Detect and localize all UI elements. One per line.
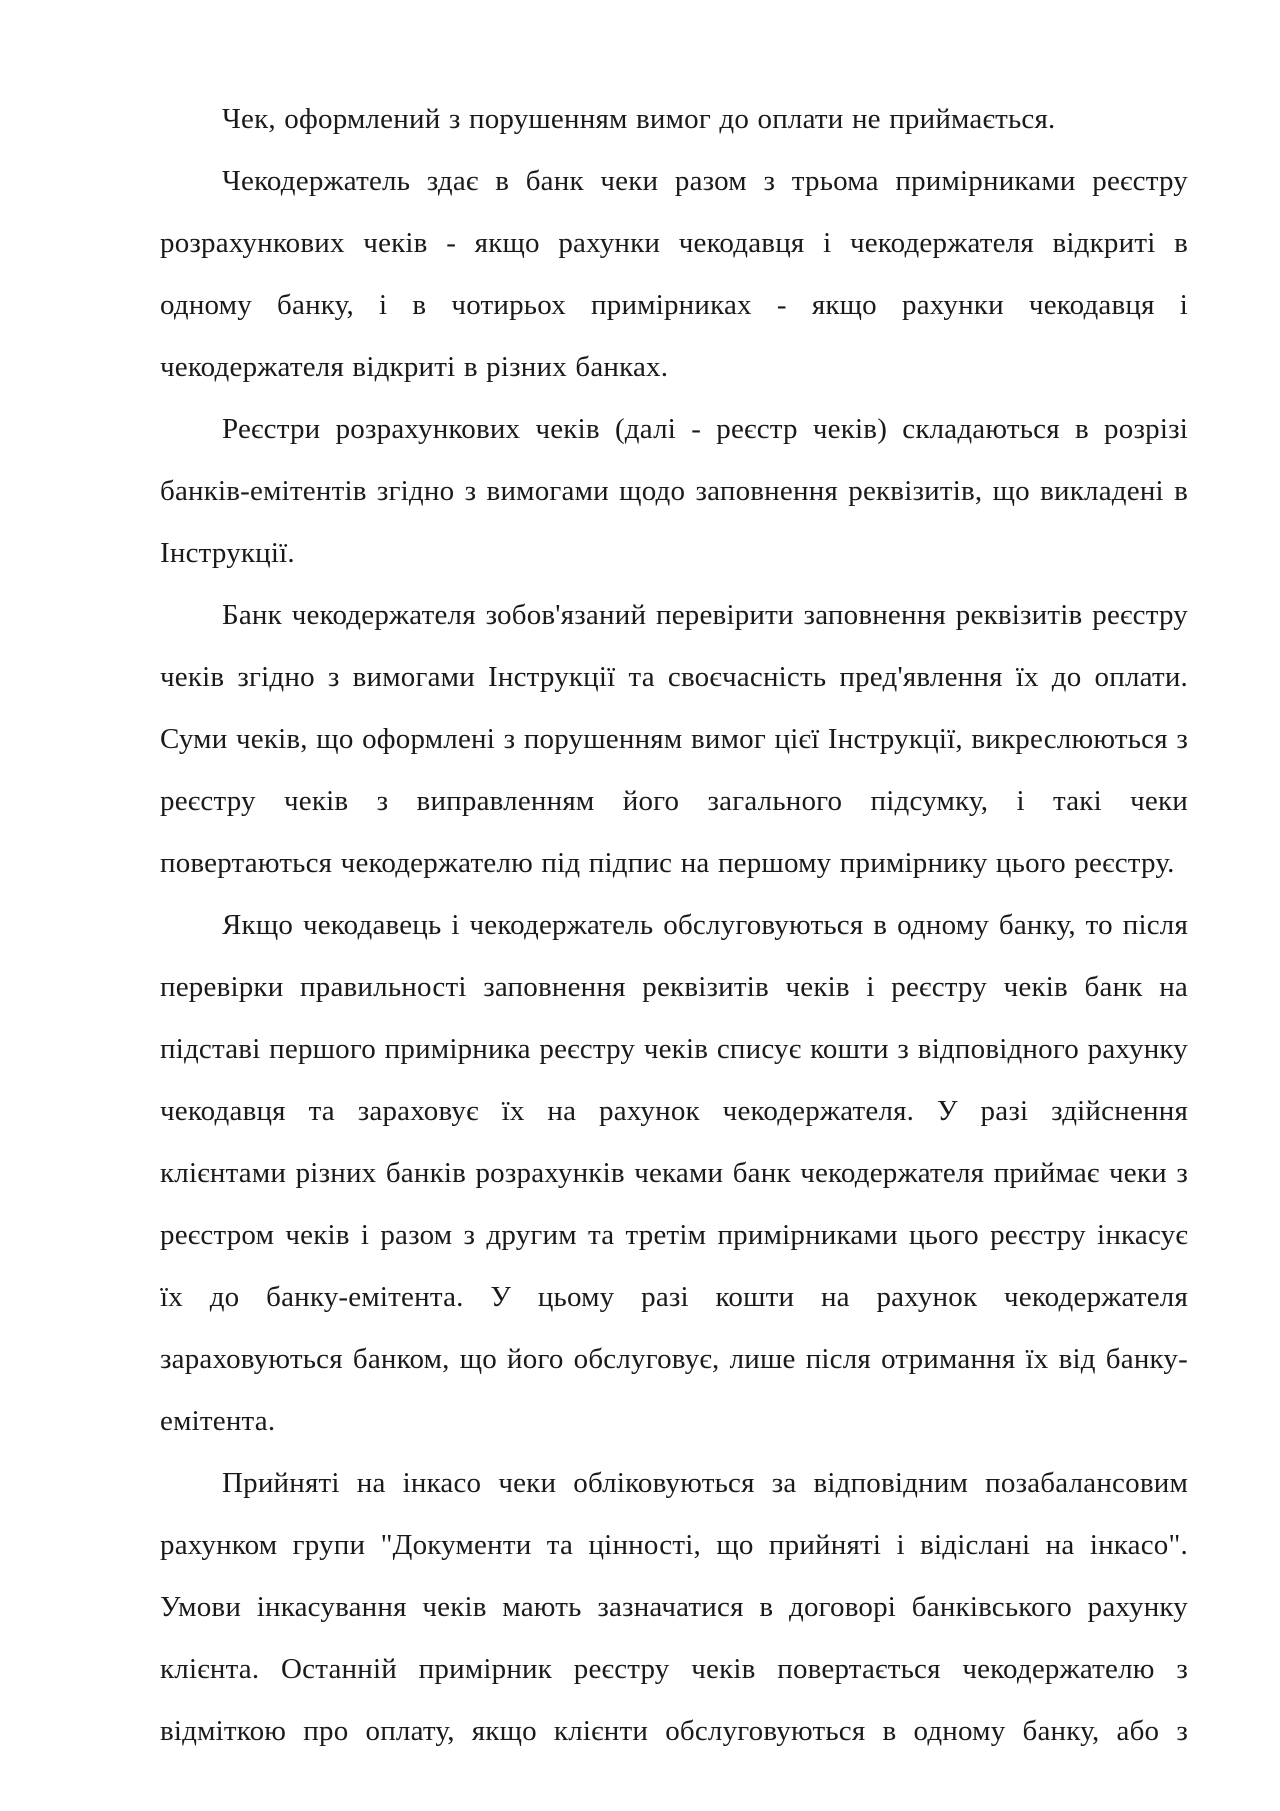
paragraph: Банк чекодержателя зобов'язаний перевірити заповнення реквізитів реєстру чеків згідно з вимогами Інструкції та своєчасність пред'явлення їх до оплати. Суми чеків, що оформлені з порушенням вимог цієї Інструкції, викреслюються з реєстру чеків з виправленням його загального підсумку, і такі чеки повертаються чекодержателю під підпис на першому примірнику цього реєстру.	[160, 599, 1188, 879]
paragraph: Якщо чекодавець і чекодержатель обслуговуються в одному банку, то після перевірки правильності заповнення реквізитів чеків і реєстру чеків банк на підставі першого примірника реєстру чеків списує кошти з відповідного рахунку чекодавця та зараховує їх на рахунок чекодержателя. У разі здійснення клієнтами різних банків розрахунків чеками банк чекодержателя приймає чеки з реєстром чеків і разом з другим та третім примірниками цього реєстру інкасує їх до банку-емітента. У цьому разі кошти на рахунок чекодержателя зараховуються банком, що його обслуговує, лише після отримання їх від банку-емітента.	[160, 909, 1188, 1437]
document-text-block	[160, 88, 1188, 1762]
paragraph: Чек, оформлений з порушенням вимог до оплати не приймається.	[222, 103, 1056, 135]
paragraph: Прийняті на інкасо чеки обліковуються за відповідним позабалансовим рахунком групи "Документи та цінності, що прийняті і відіслані на інкасо". Умови інкасування чеків мають зазначатися в договорі банківського рахунку клієнта. Останній примірник реєстру чеків повертається чекодержателю з відміткою про оплату, якщо клієнти обслуговуються в одному банку, або з	[160, 1467, 1188, 1747]
paragraph: Реєстри розрахункових чеків (далі - реєстр чеків) складаються в розрізі банків-емітентів згідно з вимогами щодо заповнення реквізитів, що викладені в Інструкції.	[160, 413, 1188, 569]
paragraph: Чекодержатель здає в банк чеки разом з трьома примірниками реєстру розрахункових чеків - якщо рахунки чекодавця і чекодержателя відкриті в одному банку, і в чотирьох примірниках - якщо рахунки чекодавця і чекодержателя відкриті в різних банках.	[160, 165, 1188, 383]
